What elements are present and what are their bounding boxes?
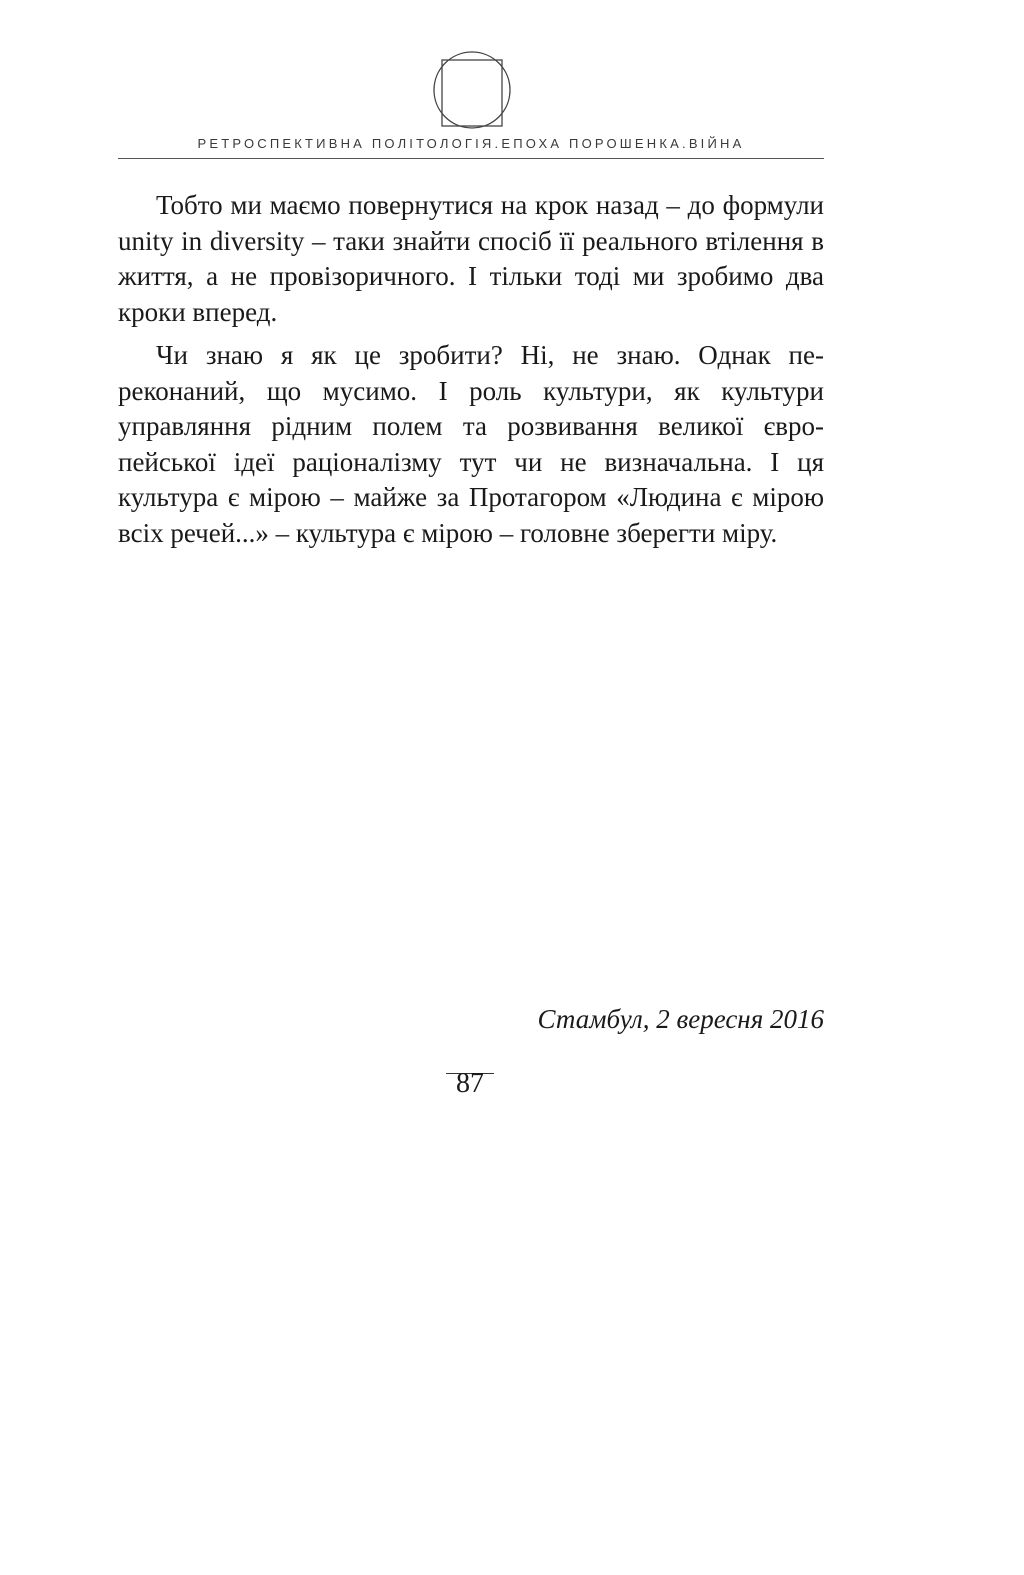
paragraph: Тобто ми маємо повернутися на крок назад – до формули unity in diversity – таки знайти спосіб її реального втілення в життя, а не провізоричного. І тільки тоді ми зробимо два кроки вперед. <box>118 190 824 327</box>
paragraph: Чи знаю я як це зробити? Ні, не знаю. Однак переконаний, що мусимо. І роль культури, як культури управляння рідним полем та розвивання великої європейської ідеї раціоналізму тут чи не визначальна. І ця культура є мірою – майже за Протагором «Людина є мірою всіх речей...» – культура є мірою – головне зберегти міру. <box>118 340 824 548</box>
place-date-signature: Стамбул, 2 вересня 2016 <box>537 1004 824 1034</box>
circle-square-logo-icon <box>432 50 512 130</box>
page-number: 87 <box>456 1068 484 1099</box>
running-header: РЕТРОСПЕКТИВНА ПОЛІТОЛОГІЯ.ЕПОХА ПОРОШЕНКА.ВІЙНА <box>197 136 745 151</box>
body-text <box>118 188 824 559</box>
header-rule <box>118 158 824 159</box>
